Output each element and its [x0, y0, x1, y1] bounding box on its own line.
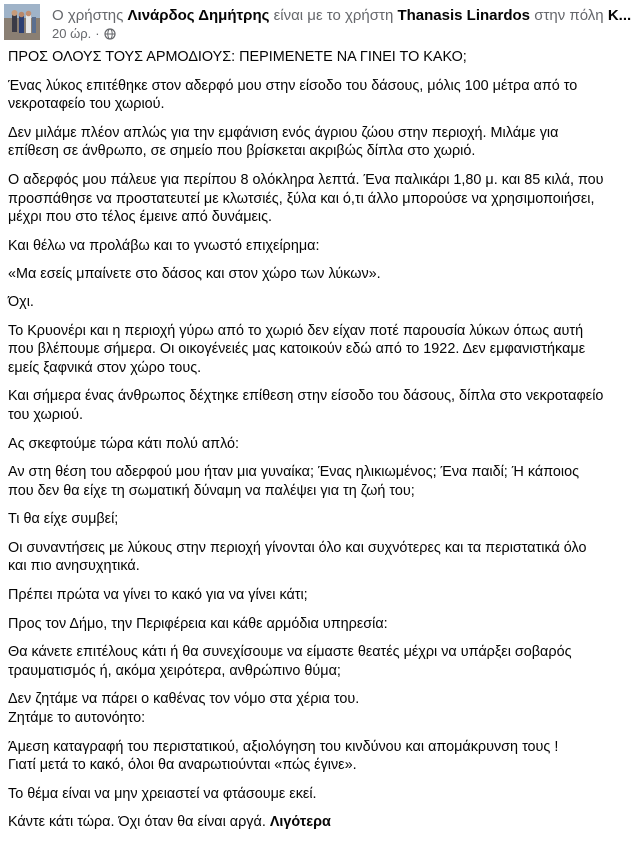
post-paragraph: Τι θα είχε συμβεί;	[8, 511, 119, 528]
post-line: Δεν ζητάμε να πάρει ο καθένας τον νόμο στα χέρια του.	[8, 691, 360, 708]
post-body	[8, 48, 606, 842]
author-name-link[interactable]: Λινάρδος Δημήτρης	[127, 7, 270, 24]
post-paragraph: Το Κρυονέρι και η περιοχή γύρω από το χωριό δεν είχαν ποτέ παρουσία λύκων όπως αυτή που βλέπουμε σήμερα. Οι οικογένειές μας κατοικούν εδώ από το 1922. Δεν εμφανιστήκαμε εμείς ξαφνικά στον χώρο τους.	[8, 322, 586, 376]
profile-photo-icon	[4, 4, 40, 40]
post-paragraph: Δεν μιλάμε πλέον απλώς για την εμφάνιση ενός άγριου ζώου στην περιοχή. Μιλάμε για επίθεση σε άνθρωπο, σε σημείο που βρίσκεται ακριβώς δίπλα στο χωριό.	[8, 124, 559, 160]
author-line	[52, 6, 631, 25]
see-less-link[interactable]: Λιγότερα	[269, 814, 331, 831]
post-paragraph: Όχι.	[8, 293, 34, 310]
location-prefix: στην πόλη	[534, 7, 604, 24]
post-paragraph: Ο αδερφός μου πάλευε για περίπου 8 ολόκληρα λεπτά. Ένα παλικάρι 1,80 μ. και 85 κιλά, που προσπάθησε να προστατευτεί με κλωτσιές, ξύλα και ό,τι άλλο μπορούσε να χρησιμοποιήσει, μέχρι που στο τέλος έμεινε από δυνάμεις.	[8, 171, 604, 226]
avatar[interactable]	[4, 4, 40, 40]
post-timestamp-link[interactable]: 20 ώρ.	[52, 26, 92, 41]
post-paragraph: Προς τον Δήμο, την Περιφέρεια και κάθε αρμόδια υπηρεσία:	[8, 615, 388, 632]
tagged-user-link[interactable]: Thanasis Linardos	[397, 7, 531, 24]
post-header	[0, 0, 631, 42]
post-paragraph-group	[8, 738, 606, 775]
post-paragraph: Ας σκεφτούμε τώρα κάτι πολύ απλό:	[8, 435, 240, 452]
location-link[interactable]: Κ...	[607, 7, 631, 24]
post-paragraph: Και σήμερα ένας άνθρωπος δέχτηκε επίθεση στην είσοδο του δάσους, δίπλα στο νεκροταφείο του χωριού.	[8, 388, 604, 423]
post-paragraph: Και θέλω να προλάβω και το γνωστό επιχείρημα:	[8, 237, 320, 254]
post-final-sentence: Κάντε κάτι τώρα. Όχι όταν θα είναι αργά.	[8, 814, 266, 831]
post-meta	[52, 26, 116, 42]
post-paragraph: Θα κάνετε επιτέλους κάτι ή θα συνεχίσουμε να είμαστε θεατές μέχρι να υπάρξει σοβαρός τραυματισμός ή, ακόμα χειρότερα, ανθρώπινο θύμα;	[8, 644, 572, 679]
with-text: είναι με το χρήστη	[273, 7, 394, 24]
post-paragraph: «Μα εσείς μπαίνετε στο δάσος και στον χώρο των λύκων».	[8, 266, 381, 283]
post-paragraph: Ένας λύκος επιτέθηκε στον αδερφό μου στην είσοδο του δάσους, μόλις 100 μέτρα από το νεκροταφείο του χωριού.	[8, 77, 578, 113]
post-paragraph: Οι συναντήσεις με λύκους στην περιοχή γίνονται όλο και συχνότερες και τα περιστατικά όλο και πιο ανησυχητικά.	[8, 539, 587, 575]
post-line: Ζητάμε το αυτονόητο:	[8, 710, 146, 727]
author-prefix: Ο χρήστης	[52, 7, 124, 24]
post-line: Άμεση καταγραφή του περιστατικού, αξιολόγηση του κινδύνου και απομάκρυνση τους !	[8, 738, 559, 755]
post-line: Γιατί μετά το κακό, όλοι θα αναρωτιούνται «πώς έγινε».	[8, 757, 357, 774]
globe-icon[interactable]	[104, 28, 116, 40]
post-paragraph: Αν στη θέση του αδερφού μου ήταν μια γυναίκα; Ένας ηλικιωμένος; Ένα παιδί; Ή κάποιος που δεν θα είχε τη σωματική δύναμη να παλέψει για τη ζωή του;	[8, 464, 580, 499]
post-paragraph-group	[8, 690, 606, 727]
post-paragraph: Το θέμα είναι να μην χρειαστεί να φτάσουμε εκεί.	[8, 785, 317, 802]
post-paragraph-last	[8, 813, 606, 832]
post-paragraph: ΠΡΟΣ ΟΛΟΥΣ ΤΟΥΣ ΑΡΜΟΔΙΟΥΣ: ΠΕΡΙΜΕΝΕΤΕ ΝΑ ΓΙΝΕΙ ΤΟ ΚΑΚΟ;	[8, 49, 467, 65]
meta-separator: ·	[95, 26, 100, 41]
post-paragraph: Πρέπει πρώτα να γίνει το κακό για να γίνει κάτι;	[8, 587, 308, 604]
